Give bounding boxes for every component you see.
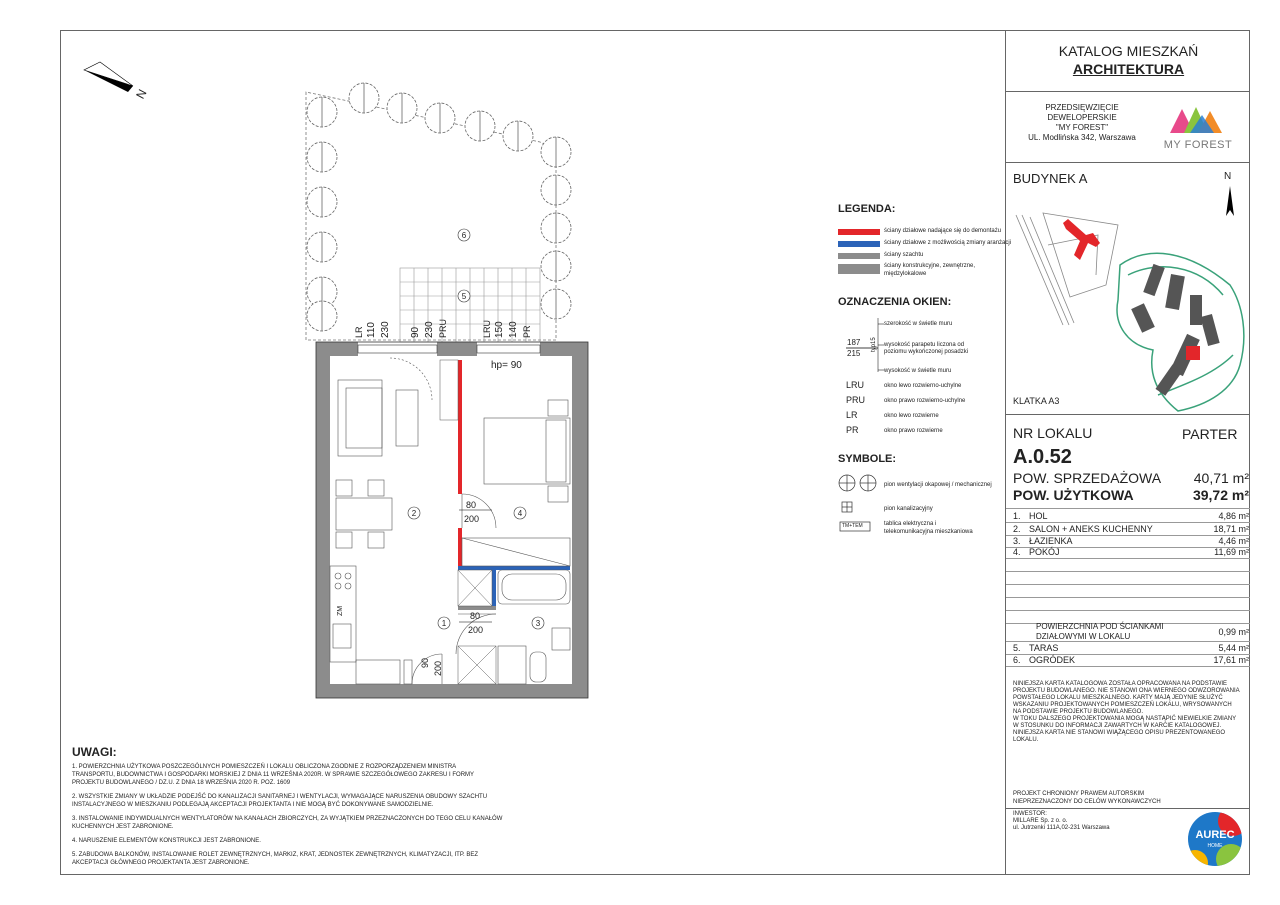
investor-label: INWESTOR: — [1013, 811, 1047, 817]
window-desc-sill2: poziomu wykończonej posadzki — [884, 349, 969, 355]
note-line: 1. POWIERZCHNIA UŻYTKOWA POSZCZEGÓLNYCH POMIESZCZEŃ I LOKALU OBLICZONA ZGODNIE Z ROZPORZĄDZENIEM MINISTRA — [72, 764, 457, 770]
symbol-desc: telekomunikacyjna mieszkaniowa — [884, 529, 973, 535]
investor-address: ul. Jutrzenki 111A,02-231 Warszawa — [1013, 825, 1110, 831]
symbol-desc: tablica elektryczna i — [884, 521, 937, 527]
legend-text: ściany szachtu — [884, 252, 924, 258]
note-line: 2. WSZYSTKIE ZMIANY W UKŁADZIE PODEJŚĆ DO KANALIZACJI SANITARNEJ I WENTYLACJI, WYMAGAJĄCE NARUSZENIA OBUDOWY SZACHTU — [72, 794, 488, 800]
room-number: 1 — [441, 619, 447, 628]
note-line: PROJEKTU BUDOWLANEGO / DZ.U. Z DNIA 18 WRZEŚNIA 2020 R. POZ. 1609 — [72, 780, 291, 786]
copyright-line2: NIEPRZEZNACZONY DO CELÓW WYKONAWCZYCH — [1013, 799, 1161, 805]
window-code: LRU — [846, 380, 865, 390]
tree-icon — [503, 121, 533, 151]
tree-icon — [541, 213, 571, 243]
investor-name: MILLARE Sp. z o. o. — [1013, 818, 1068, 824]
window-desc-width: szerokość w świetle muru — [884, 321, 953, 327]
door-dim: 80 — [470, 611, 481, 621]
tree-icon — [425, 103, 455, 133]
legend-text: ściany działowe nadające się do demontażu — [884, 228, 1002, 234]
window-dim: 150 — [494, 321, 505, 338]
symbol-desc: pion wentylacji okapowej / mechanicznej — [884, 482, 992, 488]
tree-icon — [307, 232, 337, 262]
my-forest-logo-text: MY FOREST — [1163, 139, 1233, 151]
sales-area-label: POW. SPRZEDAŻOWA — [1013, 470, 1162, 486]
room-number: 3 — [535, 619, 541, 628]
window-code: LR — [846, 410, 858, 420]
legend-text: ściany konstrukcyjne, zewnętrzne, — [884, 263, 976, 269]
window-dim: 230 — [380, 321, 391, 338]
window-dim: PRU — [438, 318, 448, 338]
note-line: 3. INSTALOWANIE INDYWIDUALNYCH WENTYLATORÓW NA KANAŁACH ZBIORCZYCH, ZA WYJĄTKIEM PRZEZNACZONYCH DO TEGO CELU KANAŁÓW — [72, 816, 503, 822]
under-walls-line1: POWIERZCHNIA POD ŚCIANKAMI — [1036, 622, 1164, 631]
window-dim: PR — [522, 325, 532, 338]
window-code: PRU — [846, 395, 866, 405]
door-dim: 90 — [420, 657, 430, 668]
tree-icon — [307, 301, 337, 331]
window-dim: 90 — [410, 326, 421, 338]
catalog-title: KATALOG MIESZKAŃ — [1058, 43, 1199, 59]
note-line: 4. NARUSZENIE ELEMENTÓW KONSTRUKCJI JEST ZABRONIONE. — [72, 838, 261, 844]
aurec-logo-sub: HOME — [1207, 843, 1223, 849]
sales-area-value: 40,71 m² — [1193, 470, 1249, 486]
window-code-desc: okno lewo rozwierno-uchylne — [884, 383, 962, 389]
aurec-logo-text: AUREC — [1195, 829, 1235, 841]
disclaimer-line: NA PODSTAWIE PROJEKTU BUDOWLANEGO. — [1013, 709, 1144, 715]
note-line: AKCEPTACJI GŁÓWNEGO PROJEKTANTA JEST ZABRONIONE. — [72, 860, 250, 866]
window-sample-bottom: 215 — [847, 349, 861, 358]
usable-area-value: 39,72 m² — [1192, 487, 1249, 503]
tree-icon — [307, 142, 337, 172]
door-dim: 200 — [468, 625, 484, 635]
tm-label: TM+TEM — [842, 523, 863, 529]
under-walls-area: 0,99 m² — [1218, 627, 1249, 637]
room-number: 5 — [461, 292, 467, 301]
window-code: PR — [846, 425, 859, 435]
title-block: KATALOG MIESZKAŃ ARCHITEKTURA PRZEDSIĘWZIĘCIE DEWELOPERSKIE "MY FOREST" UL. Modlińska 342, Warszawa MY FOREST BUDYNEK A N KLATKA A3 NR LOKALU PARTER A.0.52 POW. SPRZEDAŻOWA 40,71 m² POW. UŻYTKOWA 39,72 m² 1. HOL 4,86 m² 2. SALON + ANEKS KUCHENNY 18,71 m² 3. ŁAZIENKA 4,46 m² 4. POKÓJ 11,69 m² POWIERZCHNIA POD ŚCIANKAMI DZIAŁOWYMI W LOKALU 0,99 m² 5. TARAS 5,44 m² 6. OGRÓDEK 17,61 m² NINIEJSZA KARTA KATALOGOWA ZOSTAŁA OPRACOWANA NA PODSTAWIE PROJEKTU BUDOWLANEGO. NIE STANOWI ONA WIERNEGO ODWZOROWANIA POWSTAŁEGO LOKALU MIESZKALNEGO. KARTY MAJĄ JEDYNIE SŁUŻYĆ WSKAZANIU PROJEKTOWANYCH POMIESZCZEŃ LOKALU, WRYSOWANYCH NA PODSTAWIE PROJEKTU BUDOWLANEGO. W TOKU DALSZEGO PROJEKTOWANIA MOGĄ NASTĄPIĆ NIEWIELKIE ZMIANY W STOSUNKU DO INFORMACJI ZAWARTYCH W KARCIE KATALOGOWEJ. NINIEJSZA KARTA NIE STANOWI WIĄŻĄCEGO OPISU PREZENTOWANEGO LOKALU. PROJEKT CHRONIONY PRAWEM AUTORSKIM NIEPRZEZNACZONY DO CELÓW WYKONAWCZYCH INWESTOR: MILLARE Sp. z o. o. ul. Jutrzenki 111A,02-231 Warszawa AUREC HOME — [1005, 30, 1250, 875]
legend-text: ściany działowe z możliwością zmiany aranżacji — [884, 240, 1012, 246]
symbols-title: SYMBOLE: — [838, 453, 897, 465]
door-dim: 200 — [464, 514, 480, 524]
sill-height-label: hp= 90 — [491, 360, 522, 371]
window-desc-sill1: wysokość parapetu liczona od — [884, 342, 965, 348]
window-dim: 140 — [508, 321, 519, 338]
tree-icon — [541, 137, 571, 167]
copyright-line1: PROJEKT CHRONIONY PRAWEM AUTORSKIM — [1013, 791, 1145, 797]
building-north-label: N — [1224, 171, 1232, 182]
unit-number: A.0.52 — [1013, 446, 1072, 468]
disclaimer-line: LOKALU. — [1013, 737, 1039, 743]
disclaimer-line: NINIEJSZA KARTA KATALOGOWA ZOSTAŁA OPRACOWANA NA PODSTAWIE — [1013, 681, 1228, 687]
plan-north-arrow-icon — [84, 62, 133, 92]
tree-icon — [349, 83, 379, 113]
developer-line2: DEWELOPERSKIE — [1047, 113, 1117, 122]
window-code-desc: okno prawo rozwierne — [884, 428, 943, 434]
disclaimer-line: WSKAZANIU PROJEKTOWANYCH POMIESZCZEŃ LOKALU, WRYSOWANYCH — [1013, 702, 1232, 708]
legend-title: LEGENDA: — [838, 203, 896, 215]
room-number: 2 — [411, 509, 417, 518]
window-dim: LR — [354, 326, 364, 338]
tree-icon — [307, 97, 337, 127]
fridge-label: ZM — [337, 605, 344, 616]
door-dim: 200 — [433, 660, 443, 676]
window-dim: 230 — [424, 321, 435, 338]
plan-north-label: N — [133, 86, 150, 102]
tree-icon — [307, 187, 337, 217]
disclaimer-line: W TOKU DALSZEGO PROJEKTOWANIA MOGĄ NASTĄPIĆ NIEWIELKIE ZMIANY — [1013, 716, 1237, 722]
disclaimer-line: NINIEJSZA KARTA NIE STANOWI WIĄŻĄCEGO OPISU PREZENTOWANEGO — [1013, 730, 1226, 736]
window-code-desc: okno prawo rozwierno-uchylne — [884, 398, 966, 404]
window-dim: LRU — [482, 319, 492, 338]
developer-line3: "MY FOREST" — [1055, 123, 1109, 132]
window-code-desc: okno lewo rozwierne — [884, 413, 939, 419]
note-line: 5. ZABUDOWA BALKONÓW, INSTALOWANIE ROLET ZEWNĘTRZNYCH, MARKIZ, KRAT, JEDNOSTEK ZEWNĘTRZNYCH, KLIMATYZACJI, ITP. BEZ — [72, 852, 479, 858]
catalog-subtitle: ARCHITEKTURA — [1072, 61, 1185, 77]
note-line: KUCHENNYCH JEST ZABRONIONE. — [72, 824, 174, 830]
disclaimer-line: W STOSUNKU DO INFORMACJI ZAWARTYCH W KARCIE KATALOGOWEJ. — [1013, 723, 1222, 729]
windows-title: OZNACZENIA OKIEN: — [838, 296, 952, 308]
building-label: BUDYNEK A — [1013, 171, 1088, 186]
notes-title: UWAGI: — [72, 745, 117, 759]
under-walls-line2: DZIAŁOWYMI W LOKALU — [1036, 632, 1131, 641]
symbol-desc: pion kanalizacyjny — [884, 506, 933, 512]
tree-icon — [387, 93, 417, 123]
room-number: 4 — [517, 509, 523, 518]
tree-icon — [541, 175, 571, 205]
usable-area-label: POW. UŻYTKOWA — [1013, 487, 1134, 503]
my-forest-logo-icon — [1168, 105, 1230, 137]
window-sample-top: 187 — [847, 338, 861, 347]
disclaimer-line: PROJEKTU BUDOWLANEGO. NIE STANOWI ONA WIERNEGO ODWZOROWANIA — [1013, 688, 1240, 694]
window-sample-side: typ15 — [871, 337, 877, 352]
tree-icon — [541, 251, 571, 281]
legend-text: międzylokalowe — [884, 271, 927, 277]
note-line: INSTALACYJNEGO W MIESZKANIU PODLEGAJĄ AKCEPTACJI PROJEKTANTA I NIE MOGĄ BYĆ DOKONYWANE SAMODZIELNIE. — [72, 802, 434, 808]
developer-line1: PRZEDSIĘWZIĘCIE — [1045, 103, 1119, 112]
site-map — [1008, 205, 1248, 415]
nr-lokalu-label: NR LOKALU — [1013, 425, 1093, 441]
disclaimer-line: POWSTAŁEGO LOKALU MIESZKALNEGO. KARTY MAJĄ JEDYNIE SŁUŻYĆ — [1013, 695, 1223, 701]
door-dim: 80 — [466, 500, 477, 510]
window-dim: 110 — [366, 322, 377, 338]
tree-icon — [465, 111, 495, 141]
note-line: TRANSPORTU, BUDOWNICTWA I GOSPODARKI MORSKIEJ Z DNIA 11 WRZEŚNIA 2020R. W SPRAWIE SZCZEGÓŁOWEGO ZAKRESU I FORMY — [72, 772, 475, 778]
developer-address: UL. Modlińska 342, Warszawa — [1028, 133, 1136, 142]
floor-label: PARTER — [1182, 426, 1238, 442]
window-desc-height: wysokość w świetle muru — [884, 368, 952, 374]
tree-icon — [541, 289, 571, 319]
room-number: 6 — [461, 231, 467, 240]
klatka-label: KLATKA A3 — [1013, 396, 1060, 406]
